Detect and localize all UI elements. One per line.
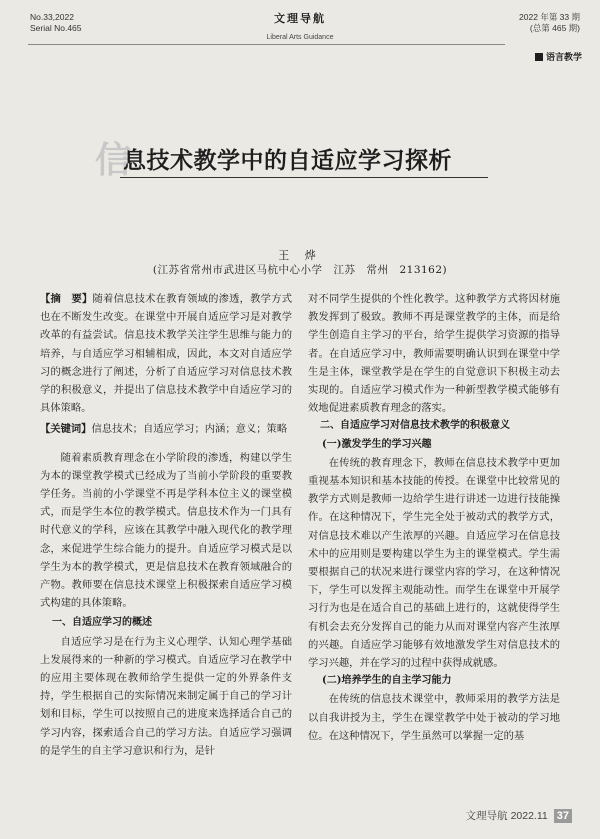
- article-title: 息技术教学中的自适应学习探析: [123, 147, 452, 174]
- serial-cn: (总第 465 期): [529, 23, 580, 33]
- header-center: [200, 10, 400, 41]
- right-column: [308, 290, 560, 745]
- page-number: 37: [554, 809, 572, 823]
- abstract-label: 【摘 要】: [40, 293, 93, 305]
- column-label: 语言教学: [545, 53, 582, 63]
- section-heading-1: 一、自适应学习的概述: [52, 617, 152, 629]
- sub2-paragraph: 在传统的信息技术课堂中，教师采用的教学方法是以自我讲授为主，学生在课堂教学中处于被动的学习地位。在这种情况下，学生虽然可以掌握一定的基: [308, 693, 560, 742]
- header-right: [519, 12, 580, 34]
- journal-name-en: Liberal Arts Guidance: [266, 34, 334, 41]
- title-underline: [120, 177, 488, 178]
- author: 王 烨: [278, 249, 322, 262]
- keywords: [40, 420, 292, 438]
- column-tag: [535, 50, 582, 63]
- intro-paragraph: 随着素质教育理念在小学阶段的渗透，构建以学生为本的课堂教学模式已经成为了当前小学阶段的重要教学任务。当前的小学课堂不再是学科本位主义的课堂模式，而是学生本位的教学模式。信息技术作为一门具有时代意义的学科，应该在其教学中融入现代化的教学理念，来促进学生综合能力的提升。自适应学习模式是以学生为本的教学模式，更是信息技术在教育领域融合的产物。教师要在信息技术课堂上积极探索自适应学习模式构建的具体策略。: [40, 451, 292, 610]
- abstract-text: 随着信息技术在教育领域的渗透，教学方式也在不断发生改变。在课堂中开展自适应学习是对教学改革的有益尝试。信息技术教学关注学生思维与能力的培养，与自适应学习相辅相成，因此，本文对自适应学习的概念进行了阐述，分析了自适应学习对信息技术教学的积极意义，并提出了信息技术教学中自适应学习的具体策略。: [40, 293, 293, 415]
- continued-paragraph: 对不同学生提供的个性化教学。这种教学方式将因材施教发挥到了极致。教师不再是课堂教学的主体，而是给学生创造自主学习的平台，给学生提供学习资源的指导者。在自适应学习中，教师需要明确认识到在课堂中学生是主体，课堂教学是在学生的自觉意识下积极主动去实现的。自适应学习模式作为一种新型教学模式能够有效地促进素质教育理念的落实。: [308, 293, 560, 415]
- issue-number: No.33,2022: [30, 12, 74, 22]
- subheading-1: (一)激发学生的学习兴趣: [322, 438, 432, 450]
- keywords-text: 信息技术；自适应学习；内涵；意义；策略: [91, 423, 288, 436]
- journal-name: 文理导航: [274, 12, 326, 25]
- footer-text: 文理导航 2022.11: [465, 810, 548, 822]
- affiliation: (江苏省常州市武进区马杭中心小学 江苏 常州 213162): [152, 264, 448, 276]
- subheading-2: (二)培养学生的自主学习能力: [322, 675, 452, 687]
- keywords-label: 【关键词】: [40, 423, 92, 436]
- sub1-paragraph: 在传统的教育理念下，教师在信息技术教学中更加重视基本知识和基本技能的传授。在课堂中比较常见的教学方式则是教师一边给学生进行讲述一边进行技能操作。在这种情况下，学生完全处于被动式的教学方式，对信息技术难以产生浓厚的兴趣。自适应学习在信息技术中的应用则是要构建以学生为主的课堂模式。学生需要根据自己的状况来进行课堂内容的学习，在这种情况下，学生可以发挥主观能动性。而学生在课堂中开展学习行为也是在适合自己的基础上进行的，这就使得学生有机会去充分发挥自己的能力从而对课堂内容产生浓厚的兴趣。自适应学习能够有效地激发学生对信息技术的学习兴趣，并在学习的过程中获得成就感。: [308, 456, 560, 670]
- header-divider: [28, 44, 505, 45]
- serial-number: Serial No.465: [30, 23, 82, 33]
- header-left: [30, 12, 82, 34]
- section-heading-2: 二、自适应学习对信息技术教学的积极意义: [320, 420, 510, 432]
- left-column: [40, 290, 292, 760]
- footer: [466, 808, 572, 823]
- section1-paragraph: 自适应学习是在行为主义心理学、认知心理学基础上发展得来的一种新的学习模式。自适应学习在教学中的应用主要体现在教师给学生提供一定的外界条件支持，学生根据自己的实际情况来制定属于自己的学习计划和目标，学生可以按照自己的进度来选择适合自己的学习内容，探索适合自己的学习方法。自适应学习强调的是学生的自主学习意识和行为，是针: [40, 635, 292, 757]
- issue-cn: 2022 年第 33 期: [519, 12, 580, 22]
- square-icon: [535, 53, 543, 61]
- title-drop-char: 信: [95, 139, 132, 181]
- abstract: [40, 290, 292, 417]
